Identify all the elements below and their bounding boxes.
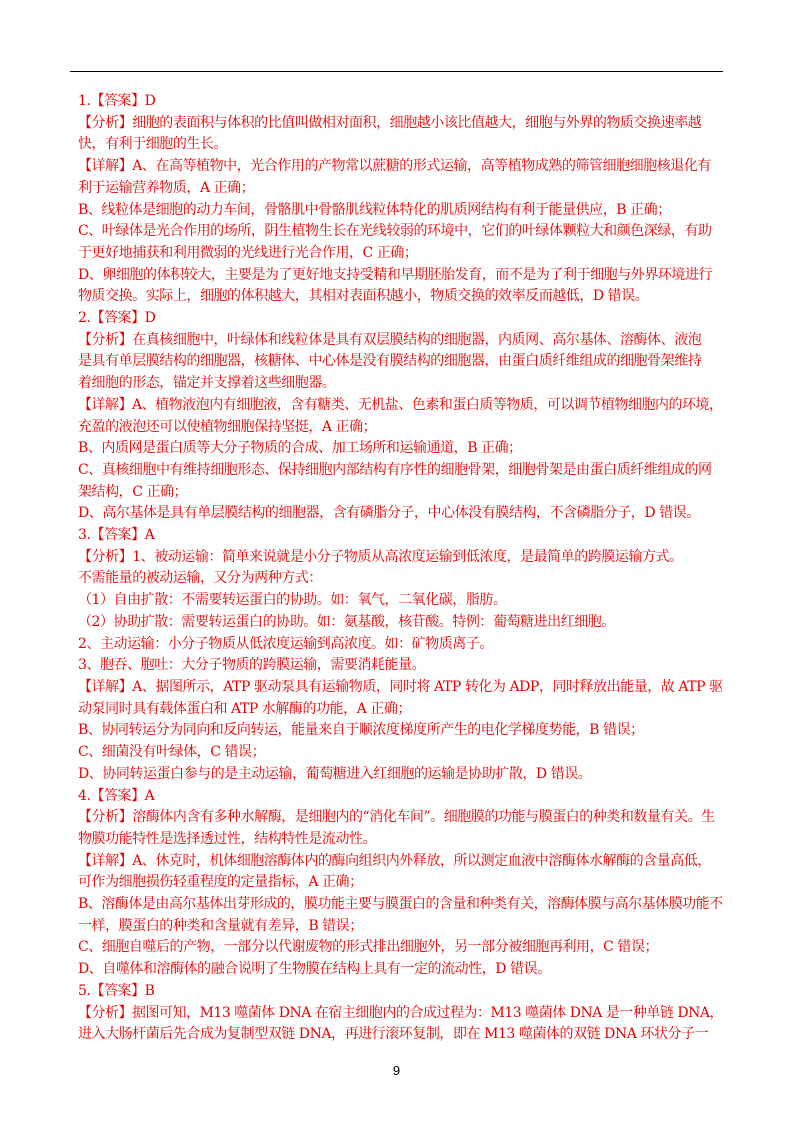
- text-line: 进入大肠杆菌后先合成为复制型双链 DNA，再进行滚环复制，即在 M13 噬菌体的双链 DNA 环状分子一: [78, 1026, 709, 1043]
- text-line: 【详解】A、植物液泡内有细胞液，含有糖类、无机盐、色素和蛋白质等物质，可以调节植物细胞内的环境，: [78, 396, 723, 413]
- text-line: 物质交换。实际上，细胞的体积越大，其相对表面积越小，物质交换的效率反而越低，D 错误。: [78, 288, 649, 305]
- text-line: D、高尔基体是具有单层膜结构的细胞器，含有磷脂分子，中心体没有膜结构，不含磷脂分子，D 错误。: [78, 505, 700, 522]
- text-line: C、细胞自噬后的产物，一部分以代谢废物的形式排出细胞外，另一部分被细胞再利用，C 错误；: [78, 939, 659, 956]
- question-block-5: [78, 981, 723, 1046]
- question-block-2: [78, 308, 723, 525]
- text-line: B、协同转运分为同向和反向转运，能量来自于顺浓度梯度所产生的电化学梯度势能，B 错误；: [78, 722, 644, 739]
- text-line: D、卵细胞的体积较大，主要是为了更好地支持受精和早期胚胎发育，而不是为了利于细胞与外界环境进行: [78, 266, 713, 283]
- text-line: 快，有利于细胞的生长。: [78, 136, 228, 153]
- text-line: （1）自由扩散：不需要转运蛋白的协助。如：氧气，二氧化碳，脂肪。: [78, 592, 507, 609]
- text-line: 物膜功能特性是选择透过性，结构特性是流动性。: [78, 830, 377, 847]
- text-line: C、真核细胞中有维持细胞形态、保持细胞内部结构有序性的细胞骨架，细胞骨架是由蛋白质纤维组成的网: [78, 461, 712, 478]
- answer-content: [78, 91, 723, 1046]
- text-line: 于更好地捕获和利用微弱的光线进行光合作用，C 正确；: [78, 244, 418, 261]
- question-block-1: [78, 91, 723, 308]
- text-line: 着细胞的形态，锚定并支撑着这些细胞器。: [78, 375, 336, 392]
- page-number: 9: [392, 1063, 401, 1078]
- text-line: 【详解】A、休克时，机体细胞溶酶体内的酶向组织内外释放，所以测定血液中溶酶体水解酶的含量高低，: [78, 852, 711, 869]
- text-line: 是具有单层膜结构的细胞器，核糖体、中心体是没有膜结构的细胞器，由蛋白质纤维组成的细胞骨架维持: [78, 353, 702, 370]
- text-line: B、线粒体是细胞的动力车间，骨骼肌中骨骼肌线粒体特化的肌质网结构有利于能量供应，B 正确；: [78, 201, 671, 218]
- text-line: 5.【答案】B: [78, 982, 155, 999]
- text-line: 【详解】A、据图所示，ATP 驱动泵具有运输物质，同时将 ATP 转化为 ADP，同时释放出能量，故 ATP 驱: [78, 678, 723, 695]
- text-line: 架结构，C 正确；: [78, 483, 188, 500]
- question-block-4: [78, 786, 723, 981]
- text-line: 充盈的液泡还可以使植物细胞保持坚挺，A 正确；: [78, 418, 377, 435]
- text-line: 利于运输营养物质，A 正确；: [78, 179, 255, 196]
- text-line: D、协同转运蛋白参与的是主动运输，葡萄糖进入红细胞的运输是协助扩散，D 错误。: [78, 765, 592, 782]
- text-line: 【分析】据图可知，M13 噬菌体 DNA 在宿主细胞内的合成过程为：M13 噬菌体 DNA 是一种单链 DNA，: [78, 1004, 724, 1021]
- question-block-3: [78, 525, 723, 785]
- text-line: 2.【答案】D: [78, 310, 156, 327]
- text-line: B、溶酶体是由高尔基体出芽形成的，膜功能主要与膜蛋白的含量和种类有关，溶酶体膜与高尔基体膜功能不: [78, 896, 723, 913]
- text-line: C、叶绿体是光合作用的场所，阴生植物生长在光线较弱的环境中，它们的叶绿体颗粒大和颜色深绿，有助: [78, 223, 712, 240]
- text-line: 3、胞吞、胞吐：大分子物质的跨膜运输，需要消耗能量。: [78, 657, 426, 674]
- text-line: 不需能量的被动运输，又分为两种方式：: [78, 570, 322, 587]
- text-line: B、内质网是蛋白质等大分子物质的合成、加工场所和运输通道，B 正确；: [78, 440, 522, 457]
- text-line: 一样，膜蛋白的种类和含量就有差异，B 错误；: [78, 917, 363, 934]
- text-line: 可作为细胞损伤轻重程度的定量指标，A 正确；: [78, 874, 363, 891]
- text-line: 【分析】溶酶体内含有多种水解酶，是细胞内的“消化车间”。细胞膜的功能与膜蛋白的种类和数量有关。生: [78, 809, 715, 826]
- text-line: 3.【答案】A: [78, 527, 155, 544]
- text-line: 2、主动运输：小分子物质从低浓度运输到高浓度。如：矿物质离子。: [78, 635, 493, 652]
- text-line: 4.【答案】A: [78, 787, 155, 804]
- text-line: 【分析】1、被动运输：简单来说就是小分子物质从高浓度运输到低浓度，是最简单的跨膜运输方式。: [78, 548, 683, 565]
- text-line: D、自噬体和溶酶体的融合说明了生物膜在结构上具有一定的流动性，D 错误。: [78, 961, 551, 978]
- text-line: （2）协助扩散：需要转运蛋白的协助。如：氨基酸，核苷酸。特例：葡萄糖进出红细胞。: [78, 613, 615, 630]
- text-line: 【分析】细胞的表面积与体积的比值叫做相对面积，细胞越小该比值越大，细胞与外界的物质交换速率越: [78, 114, 702, 131]
- text-line: 【详解】A、在高等植物中，光合作用的产物常以蔗糖的形式运输，高等植物成熟的筛管细胞细胞核退化有: [78, 158, 711, 175]
- text-line: 1.【答案】D: [78, 93, 156, 109]
- text-line: 动泵同时具有载体蛋白和 ATP 水解酶的功能，A 正确；: [78, 700, 411, 717]
- text-line: C、细菌没有叶绿体，C 错误；: [78, 744, 266, 761]
- header-rule: [70, 71, 723, 72]
- text-line: 【分析】在真核细胞中，叶绿体和线粒体是具有双层膜结构的细胞器，内质网、高尔基体、溶酶体、液泡: [78, 331, 702, 348]
